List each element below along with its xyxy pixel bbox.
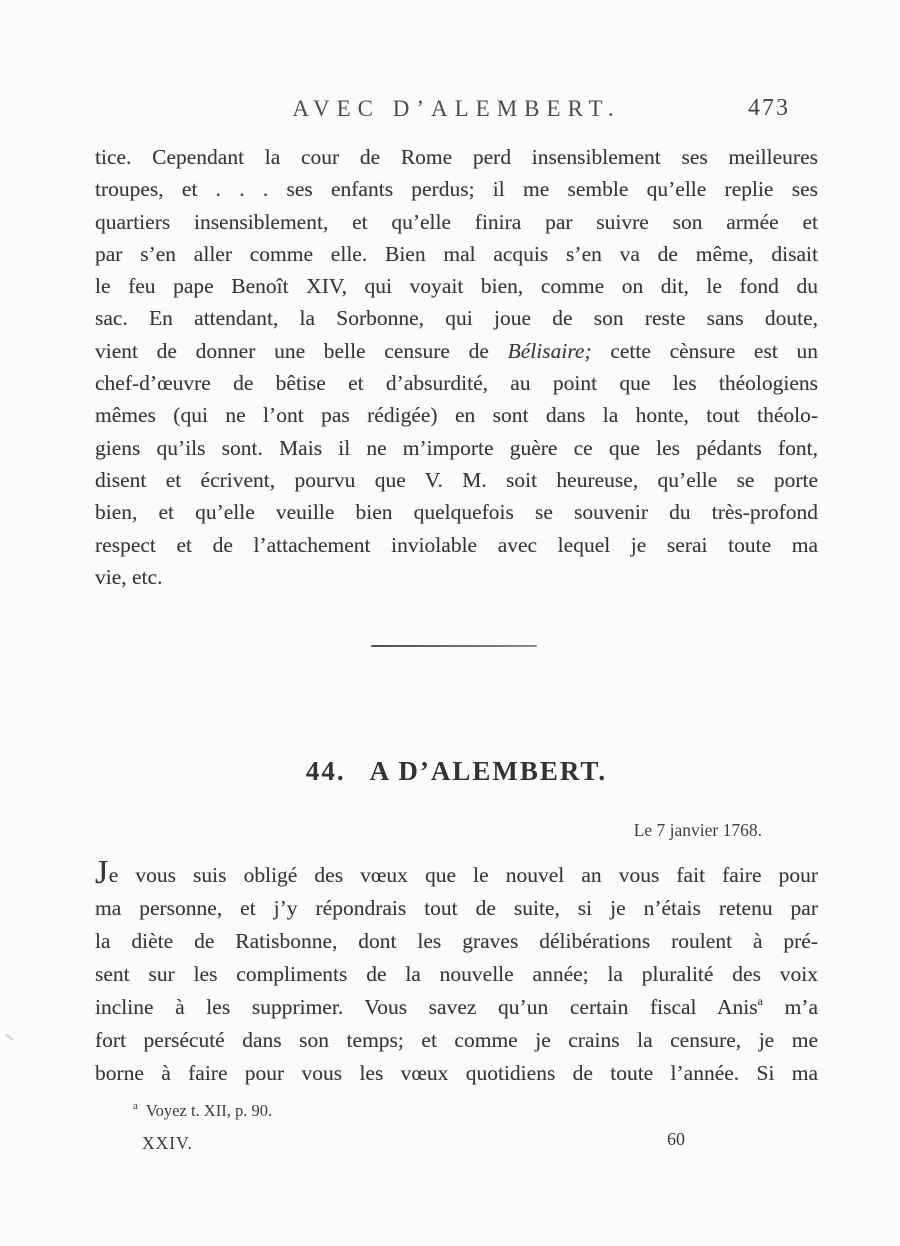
text-line: giens qu’ils sont. Mais il ne m’importe guère ce que les pédants font, bbox=[95, 435, 818, 460]
text-line: vie, etc. bbox=[95, 564, 163, 589]
text-line: tice. Cependant la cour de Rome perd insensiblement ses meilleures bbox=[95, 145, 818, 169]
text-line: la diète de Ratisbonne, dont les graves délibérations roulent à pré- bbox=[95, 929, 818, 953]
text-segment: e vous suis obligé des vœux que le nouvel an vous fait faire pour bbox=[108, 863, 818, 887]
footnote bbox=[133, 1101, 272, 1121]
scan-artifact bbox=[4, 1033, 13, 1040]
running-header-title: AVEC D’ALEMBERT. bbox=[292, 96, 621, 121]
text-line: sac. En attendant, la Sorbonne, qui joue de son reste sans doute, bbox=[95, 306, 818, 331]
text-line: chef-d’œuvre de bêtise et d’absurdité, au point que les théologiens bbox=[95, 371, 818, 396]
text-line: bien, et qu’elle veuille bien quelquefois se souvenir du très-profond bbox=[95, 500, 818, 525]
text-line: par s’en aller comme elle. Bien mal acquis s’en va de même, disait bbox=[95, 241, 818, 266]
text-line: respect et de l’attachement inviolable avec lequel je serai toute ma bbox=[95, 532, 818, 557]
section-divider bbox=[371, 645, 537, 647]
text-line: quartiers insensiblement, et qu’elle finira par suivre son armée et bbox=[95, 209, 818, 234]
text-line: borne à faire pour vous les vœux quotidiens de toute l’année. Si ma bbox=[95, 1061, 818, 1085]
text-segment: incline à les supprimer. Vous savez qu’un certain fiscal Anis bbox=[95, 995, 758, 1019]
volume-signature: XXIV. bbox=[142, 1133, 193, 1153]
footnote-marker: a bbox=[133, 1099, 138, 1112]
running-header bbox=[95, 96, 818, 128]
text-line-with-italic bbox=[95, 335, 818, 367]
text-line: sent sur les compliments de la nouvelle année; la pluralité des voix bbox=[95, 962, 818, 986]
text-segment: vient de donner une belle censure de bbox=[95, 338, 489, 363]
text-line: le feu pape Benoît XIV, qui voyait bien, comme on dit, le fond du bbox=[95, 274, 818, 299]
text-segment: cette cènsure est un bbox=[610, 338, 819, 363]
letter-date: Le 7 janvier 1768. bbox=[633, 820, 762, 840]
sheet-number: 60 bbox=[667, 1129, 685, 1149]
book-title-italic: Bélisaire; bbox=[507, 338, 592, 363]
letter-addressee: A D’ALEMBERT. bbox=[369, 756, 608, 786]
initial-capital: J bbox=[95, 854, 109, 891]
text-line: ma personne, et j’y répondrais tout de suite, si je n’étais retenu par bbox=[95, 896, 818, 920]
footnote-marker-inline: a bbox=[757, 993, 763, 1008]
page-number: 473 bbox=[748, 95, 790, 121]
footnote-text: Voyez t. XII, p. 90. bbox=[145, 1101, 273, 1120]
text-line: disent et écrivent, pourvu que V. M. soit heureuse, qu’elle se porte bbox=[95, 467, 818, 492]
text-line: mêmes (qui ne l’ont pas rédigée) en sont dans la honte, tout théolo- bbox=[95, 403, 818, 428]
paragraph-previous-letter bbox=[95, 141, 818, 593]
text-line-with-initial bbox=[95, 854, 818, 892]
text-line-with-footnote-marker bbox=[95, 991, 818, 1024]
text-line: troupes, et . . . ses enfants perdus; il me semble qu’elle replie ses bbox=[95, 177, 818, 202]
text-segment: m’a bbox=[784, 995, 818, 1019]
letter-number: 44. bbox=[305, 756, 346, 786]
text-line: fort persécuté dans son temps; et comme je crains la censure, je me bbox=[95, 1028, 818, 1052]
paragraph-letter-body bbox=[95, 854, 818, 1090]
section-heading bbox=[95, 756, 818, 787]
